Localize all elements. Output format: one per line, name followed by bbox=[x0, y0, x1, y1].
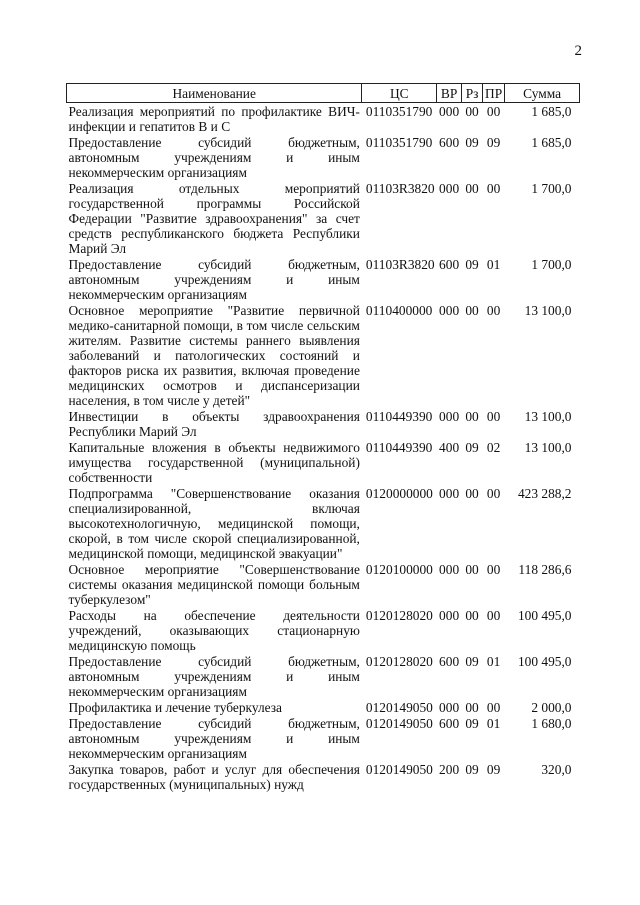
row-vr: 000 bbox=[439, 486, 460, 501]
row-name: Реализация мероприятий по профилактике ВИЧ-инфекции и гепатитов В и С bbox=[68, 104, 360, 134]
row-sum: 100 495,0 bbox=[517, 608, 572, 623]
table-row bbox=[67, 408, 580, 439]
table-row bbox=[67, 485, 580, 561]
row-rz: 09 bbox=[465, 762, 479, 777]
row-sum: 13 100,0 bbox=[524, 303, 572, 318]
row-pr: 02 bbox=[486, 440, 501, 455]
row-pr: 00 bbox=[486, 700, 501, 715]
row-cs: 0120149050 bbox=[365, 700, 433, 715]
row-pr: 09 bbox=[486, 762, 501, 777]
row-vr: 200 bbox=[439, 762, 460, 777]
row-sum: 1 700,0 bbox=[531, 181, 572, 196]
table-row bbox=[67, 715, 580, 761]
row-pr: 00 bbox=[486, 409, 501, 424]
table-row bbox=[67, 761, 580, 792]
table-row bbox=[67, 653, 580, 699]
row-sum: 423 288,2 bbox=[517, 486, 572, 501]
table-row bbox=[67, 256, 580, 302]
table-row bbox=[67, 607, 580, 653]
row-pr: 00 bbox=[486, 608, 501, 623]
row-rz: 09 bbox=[465, 135, 479, 150]
row-vr: 000 bbox=[439, 104, 460, 119]
row-cs: 0120149050 bbox=[365, 716, 433, 731]
row-rz: 00 bbox=[465, 303, 479, 318]
row-vr: 600 bbox=[439, 135, 460, 150]
row-cs: 0120149050 bbox=[365, 762, 433, 777]
row-vr: 600 bbox=[439, 257, 460, 272]
row-cs: 0110400000 bbox=[365, 303, 433, 318]
row-rz: 09 bbox=[465, 257, 479, 272]
row-sum: 13 100,0 bbox=[524, 409, 572, 424]
row-vr: 000 bbox=[439, 181, 460, 196]
table-row bbox=[67, 561, 580, 607]
header-pr: ПР bbox=[483, 84, 505, 103]
row-cs: 0110449390 bbox=[365, 440, 433, 455]
row-name: Предоставление субсидий бюджетным, автономным учреждениям и иным некоммерческим организациям bbox=[68, 716, 360, 761]
row-pr: 09 bbox=[486, 135, 501, 150]
row-cs: 0110449390 bbox=[365, 409, 433, 424]
row-cs: 0120100000 bbox=[365, 562, 433, 577]
row-name: Профилактика и лечение туберкулеза bbox=[68, 700, 282, 715]
row-cs: 0110351790 bbox=[365, 135, 433, 150]
table-header-row bbox=[67, 84, 580, 103]
row-pr: 01 bbox=[486, 716, 501, 731]
row-cs: 0120128020 bbox=[365, 608, 433, 623]
row-rz: 00 bbox=[465, 700, 479, 715]
row-name: Предоставление субсидий бюджетным, автономным учреждениям и иным некоммерческим организациям bbox=[68, 654, 360, 699]
row-sum: 2 000,0 bbox=[531, 700, 572, 715]
row-rz: 09 bbox=[465, 440, 479, 455]
row-name: Расходы на обеспечение деятельности учреждений, оказывающих стационарную медицинскую помощь bbox=[68, 608, 360, 653]
row-rz: 00 bbox=[465, 181, 479, 196]
table-row bbox=[67, 699, 580, 715]
header-cs: ЦС bbox=[362, 84, 437, 103]
row-rz: 00 bbox=[465, 562, 479, 577]
row-sum: 1 685,0 bbox=[531, 104, 572, 119]
row-vr: 000 bbox=[439, 303, 460, 318]
table-body bbox=[67, 103, 580, 793]
row-cs: 01103R3820 bbox=[365, 181, 435, 196]
row-pr: 01 bbox=[486, 257, 501, 272]
row-cs: 0110351790 bbox=[365, 104, 433, 119]
row-sum: 13 100,0 bbox=[524, 440, 572, 455]
row-pr: 00 bbox=[486, 104, 501, 119]
row-name: Инвестиции в объекты здравоохранения Республики Марий Эл bbox=[68, 409, 360, 439]
row-vr: 000 bbox=[439, 562, 460, 577]
header-vr: ВР bbox=[437, 84, 462, 103]
header-rz: Рз bbox=[462, 84, 483, 103]
row-sum: 1 680,0 bbox=[531, 716, 572, 731]
row-cs: 0120128020 bbox=[365, 654, 433, 669]
row-cs: 0120000000 bbox=[365, 486, 433, 501]
table-row bbox=[67, 439, 580, 485]
row-pr: 00 bbox=[486, 486, 501, 501]
row-rz: 00 bbox=[465, 104, 479, 119]
row-vr: 400 bbox=[439, 440, 460, 455]
row-name: Реализация отдельных мероприятий государственной программы Российской Федерации "Развитие здравоохранения" за счет средств республиканского бюджета Республики Марий Эл bbox=[68, 181, 360, 256]
row-vr: 000 bbox=[439, 409, 460, 424]
row-vr: 000 bbox=[439, 700, 460, 715]
row-name: Капитальные вложения в объекты недвижимого имущества государственной (муниципальной) собственности bbox=[68, 440, 360, 485]
row-rz: 09 bbox=[465, 654, 479, 669]
table-row bbox=[67, 302, 580, 408]
row-rz: 00 bbox=[465, 608, 479, 623]
row-pr: 01 bbox=[486, 654, 501, 669]
row-vr: 600 bbox=[439, 716, 460, 731]
table-row bbox=[67, 103, 580, 135]
row-pr: 00 bbox=[486, 303, 501, 318]
header-name: Наименование bbox=[67, 84, 362, 103]
row-rz: 09 bbox=[465, 716, 479, 731]
row-sum: 320,0 bbox=[541, 762, 572, 777]
row-sum: 1 700,0 bbox=[531, 257, 572, 272]
row-rz: 00 bbox=[465, 486, 479, 501]
table-row bbox=[67, 180, 580, 256]
row-cs: 01103R3820 bbox=[365, 257, 435, 272]
row-name: Основное мероприятие "Совершенствование системы оказания медицинской помощи больным туберкулезом" bbox=[68, 562, 360, 607]
row-vr: 600 bbox=[439, 654, 460, 669]
row-name: Предоставление субсидий бюджетным, автономным учреждениям и иным некоммерческим организациям bbox=[68, 257, 360, 302]
row-pr: 00 bbox=[486, 562, 501, 577]
row-sum: 118 286,6 bbox=[518, 562, 572, 577]
header-sum: Сумма bbox=[505, 84, 580, 103]
row-name: Подпрограмма "Совершенствование оказания специализированной, включая высокотехнологичную, медицинской помощи, скорой, в том числе скорой специализированной, медицинской помощи, медицинской эвакуации" bbox=[68, 486, 360, 561]
row-vr: 000 bbox=[439, 608, 460, 623]
budget-table bbox=[66, 83, 580, 792]
row-rz: 00 bbox=[465, 409, 479, 424]
row-name: Закупка товаров, работ и услуг для обеспечения государственных (муниципальных) нужд bbox=[68, 762, 360, 792]
row-name: Предоставление субсидий бюджетным, автономным учреждениям и иным некоммерческим организациям bbox=[68, 135, 360, 180]
table-row bbox=[67, 134, 580, 180]
row-sum: 1 685,0 bbox=[531, 135, 572, 150]
row-sum: 100 495,0 bbox=[517, 654, 572, 669]
row-pr: 00 bbox=[486, 181, 501, 196]
page-number: 2 bbox=[574, 43, 582, 59]
row-name: Основное мероприятие "Развитие первичной медико-санитарной помощи, в том числе сельским жителям. Развитие системы раннего выявления заболеваний и патологических состояний и факторов риска их развития, включая проведение медицинских осмотров и диспансеризации населения, в том числе у детей" bbox=[68, 303, 360, 408]
